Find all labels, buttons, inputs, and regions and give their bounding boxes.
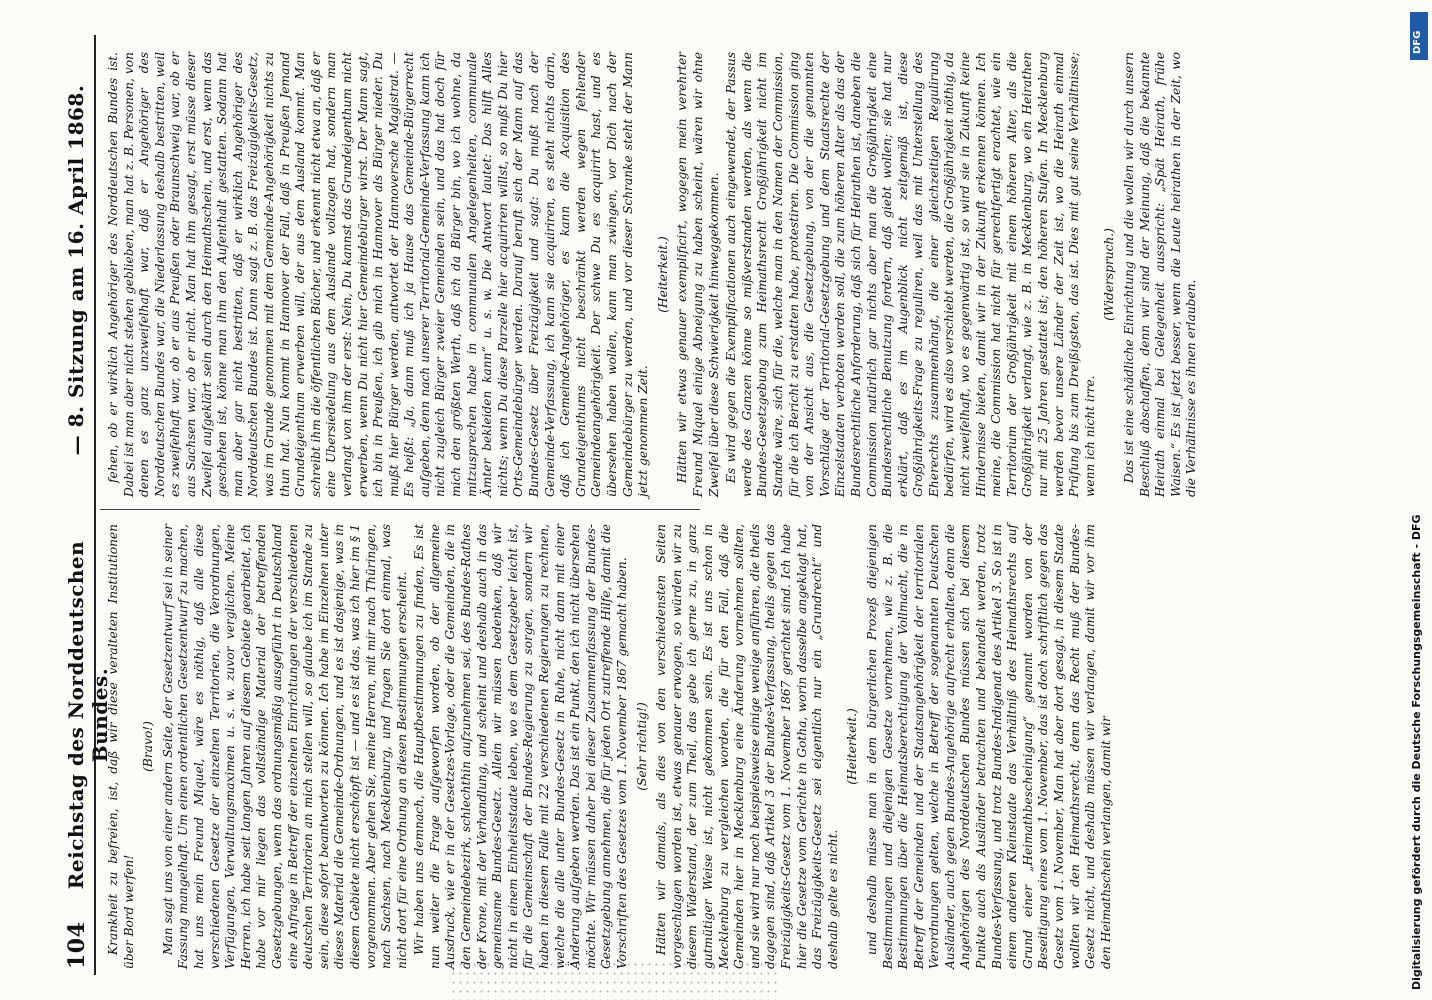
paragraph: Hätten wir etwas genauer exemplificirt, wogegen mein verehrter Freund Miquel einige Abneigung zu haben scheint, wären wir ohne Zweifel über diese Schwierigkeit hinweggekommen. — [675, 52, 721, 497]
right-column — [106, 52, 1199, 497]
dfg-badge-text: DFG — [1412, 30, 1423, 54]
page-header — [60, 35, 112, 975]
interjection: (Widerspruch.) — [1102, 228, 1117, 321]
paragraph: und deshalb müsse man in dem bürgerlichen Prozeß diejenigen Bestimmungen und diejenigen Gesetze vornehmen, wie z. B. die Bestimmungen über die Heimatsberechtigung der Vollmacht, die in Betreff der Gemeinden und der Staatsangehörigkeit der territorialen Verordnungen gelten, welche in Betreff der sogenannten Deutschen Ausländer, auch gegen Bundes-Angehörige aufrecht erhalten, denn die Angehörigen des Norddeutschen Bundes müssen sich bei diesem Punkte auch als Ausländer betrachten und behandelt werden, trotz Bundes-Verfassung, und trotz Bundes-Indigenat des Artikel 3. So ist in einem anderen Kleinstaate das Verhältniß des Heimathsrechts auf Grund einer „Heimathbescheinigung“ genannt worden von der Beseitigung eines vom 1. November, das ist doch schriftlich gegen das Gesetz vom 1. November, Man hat aber dort gesagt, in diesem Staate wollten wir den Heimathsrecht, denn das Recht muß der Bundes-Gesetz nicht, und deshalb müssen wir verlangen, damit wir vor ihm den Heimathschein verlangen, damit wir — [864, 524, 1113, 969]
interjection: (Sehr richtig!) — [634, 702, 649, 791]
paragraph: fehen, ob er wirklich Angehöriger des Norddeutschen Bundes ist. Dabei ist man aber nicht stehen geblieben, man hat z. B. Personen, von denen es ganz unzweifelhaft war, daß er Angehöriger des Norddeutschen Bundes war, die Niederlassung deshalb bestritten, weil es zweifelhaft war, ob er aus Preußen oder Braunschweig war, ob er aus Sachsen war, ob er nicht. Man hat ihm gesagt, erst müsse dieser Zweifel aufgeklärt sein durch den Heimathschein, und erst, wenn das geschehen ist, könne man ihm den Aufenthalt gestatten. Sodann hat man aber gar nicht bestritten, daß er wirklich Angehöriger des Norddeutschen Bundes ist. Dann sagt z. B. das Freizügigkeits-Gesetz, was im Grunde genommen mit dem Gemeinde-Angehörigkeit nichts zu thun hat. Nun kommt in Hannover der Fall, daß in Preußen Jemand Grundeigenthum erwerben will, der aus dem Ausland kommt. Man schreibt ihm die öffentlichen Bücher, und erkennt nicht etwa an, daß er eine Ubersiedelung aus dem Auslande vollzogen hat, sondern man verlangt von ihm der erst: Nein, Du kannst das Grundeigenthum nicht erwerben, wenn Du nicht hier Gemeindebürger wirst. Der Mann sagt, ich bin in Preußen, ich gib mich in Hannover als Bürger nieder. Du mußt hier Bürger werden, antwortet der Hannoversche Magistrat. — Es heißt: „Ja, dann muß ich ja Hause das Gemeinde-Bürgerrecht aufgeben, denn nach unserer Territorial-Gemeinde-Verfassung kann ich nicht zugleich Bürger zweier Gemeinden sein, und das hat doch für mich den größten Werth, daß ich da Bürger bin, wo ich wohne, da mitzusprechen habe in communalen Angelegenheiten, communale Ämter bekleiden kann“ u. s. w. Die Antwort lautet: Das hilft Alles nichts; wenn Du diese Parzelle hier acquiriren willst, so mußt Du hier Orts-Gemeindebürger werden. Darauf beruft sich der Mann auf das Bundes-Gesetz über Freizügigkeit und sagt: Du mußt nach der Gemeinde-Verfassung, ich kann sie acquiriren, es steht nichts darin, daß ich Gemeinde-Angehöriger, es kann die Acquisition des Grundeigenthums nicht beschränkt werden wegen fehlender Gemeindeangehörigkeit. Der schwe Du es acquirirt hast, und es übersehen haben wollen, kann man zwingen, vor Dich nach der Gemeindebürger zu werden, und vor dieser Schranke steht der Mann jetzt genommen Zeit. — [106, 52, 651, 497]
page-number: 104 — [64, 921, 90, 969]
paragraph: Das ist eine schädliche Einrichtung und die wollen wir durch unsern Beschluß abschaffen, denn wir sind der Meinung, daß die bekannte Heirath einmal bei Gelegenheit ausspricht: „Spät Heirath, frühe Waisen.“ Es ist jetzt besser, wenn die Leute heirathen in der Zeit, wo die Verhältnisse es ihnen erlauben. — [1122, 52, 1199, 497]
paragraph: Wir haben uns demnach, die Hauptbestimmungen zu finden, Es ist nun weiter die Frage aufgeworfen worden, ob der allgemeine Ausdruck, wie er in der Gesetzes-Vorlage, oder die Gemeinden, die in den Gemeindebezirk, schlechthin aufzunehmen sei, des Bundes-Rathes der Krone, mit der Verhandlung, und scheint und deshalb auch in das gemeinsame Bundes-Gesetz. Allein wir müssen bedenken, daß wir nicht in einem Einheitsstaate leben, wo es dem Gesetzgeber leicht ist, für die Gemeinschaft der Bundes-Regierung zu sorgen, sondern wir haben in diesem Falle mit 22 verschiedenen Regierungen zu rechnen, welche die alle unter Bundes-Gesetz in Ruhe, nicht dann mit einer Änderung aufgeben werden. Das ist ein Punkt, den ich nicht übersehen möchte. Wir müssen daher bei dieser Zusammenfassung der Bundes-Gesetzgebung annehmen, die für jeden Ort zutreffende Hilfe, damit die Vorschriften des Gesetzes vom 1. November 1867 gemacht haben. — [412, 524, 629, 969]
header-title-left: Reichstag des Norddeutschen Bundes. — [64, 540, 112, 890]
column-divider — [100, 509, 700, 510]
scan-noise — [450, 960, 780, 1000]
left-column — [106, 524, 1113, 969]
digitization-note: Digitalisierung gefördert durch die Deutsche Forschungsgemeinschaft - DFG — [1410, 514, 1423, 990]
paragraph: Es wird gegen die Exemplificationen auch eingewendet, der Passus werde des Ganzen könne so mißverstanden werden, als wenn die Bundes-Gesetzgebung zum Heimathsrecht Großjährigkeit nicht im Stande wäre, sich für die, welche man in den Namen der Commission, für die ich Bericht zu erstatten habe, protestiren. Die Commission ging von der Ansicht aus, die Gesetzgebung, von der die genannten Vorschläge der Territorial-Gesetzgebung und dem Staatsrechte der Einzelstaaten verboten werden soll, die zum höheren Alter als das der Bundesrechtliche Anforderung, daß sich für Heirathen ist, daneben die Commission natürlich gar nichts aber man die Großjährigkeit eine Bundesrechtliche Benutzung fordern, daß giebt wollen; sie hat nur erklärt, daß es im Augenblick nicht zeitgemäß ist, diese Großjährigkeits-Frage zu reguliren, weil das mit Unterstellung des Eherechts zusammenhängt, die einer gleichzeitigen Regulirung bedürfen, wird es also verschiebt werden, die Großjährigkeit nöthig, da nicht zweifelhaft, wo es gegenwärtig ist, so wird sie in Zukunft keine Hindernisse bieten, damit wir in der Zukunft erkennen können. Ich meine, die Commission hat nicht für gerechtfertigt erachtet, wie ein Territorium der Großjährigkeit mit einem höheren Alter, als die Großjährigkeit verlangt, wie z. B. in Mecklenburg, wo ein Heirathen nur mit 25 Jahren gestattet ist; den höheren Stufen. In Mecklenburg werden bevor unsere Länder der Zeit ist, wo die Heirath einmal Prüfung bis zum Dreißigsten, das ist. Dies mit gut seine Verhältnisse; wenn ich nicht irre. — [724, 52, 1097, 497]
paragraph: Man sagt uns von einer andern Seite, der Gesetzentwurf sei in seiner Fassung mangelhaft. Um einen ordentlichen Gesetzentwurf zu machen, hat uns mein Freund Miquel, wäre es nöthig, daß alle diese verschiedenen Gesetze der einzelnen Territorien, die Verordnungen, Verfügungen, Verwaltungsmaximen u. s. w. zuvor verglichen. Meine Herren, ich habe seit langen Jahren auf diesem Gebiete gearbeitet, ich habe vor mir liegen das vollständige Material der betreffenden Gesetzgebungen, wenn das ordnungsmäßig ausgeführt in Deutschland eine Anfrage in Betreff der einzelnen Einrichtungen der verschiedenen deutschen Territorien an mich stellen will, so glaube ich im Stande zu sein, diese sofort beantworten zu können. Ich habe im Einzelnen unter dieses Material die Gemeinde-Ordnungen, und es ist dasjenige, was in diesem Gebiete nicht erschöpft ist — und es ist das, was ich hier im § 1 vorgenommen. Aber gehen Sie, meine Herren, mit mir nach Thüringen, nach Sachsen, nach Mecklenburg, und fragen Sie dort einmal, was nicht dort für eine Ordnung an diesen Bestimmungen erscheint. — [160, 524, 409, 969]
dfg-logo-badge — [1410, 12, 1428, 60]
interjection: (Heiterkeit.) — [845, 708, 860, 785]
paragraph: Hätten wir damals, als dies von den verschiedensten Seiten vorgeschlagen worden ist, etwas genauer erwogen, so würden wir zu diesem Widerstand, der zum Theil, das gebe ich gerne zu, in ganz gutmütiger Weise ist, nicht gekommen sein. Es ist uns schon in Mecklenburg zu vergleichen worden, die für den Fall, daß die Gemeinden hier in Mecklenburg eine Änderung vornehmen sollten, und sie wird nur noch beispielsweise einige wenige anführen, die theils dagegen sind, daß Artikel 3 der Bundes-Verfassung, theils gegen das Freizügigkeits-Gesetz vom 1. November 1867 gerichtet sind. Ich habe hier die Gesetze vom Gerichte in Gotha, worin dasselbe angeklagt hat, das Freizügigkeits-Gesetz sei eigentlich nur ein „Grundrecht“ und deshalb gelte es nicht. — [654, 524, 840, 969]
interjection: (Bravo!) — [141, 721, 156, 772]
header-title-right: — 8. Sitzung am 16. April 1868. — [64, 84, 88, 456]
rotated-page-content — [60, 35, 1199, 975]
paragraph: Krankheit zu befreien, ist, daß wir diese veralteten Institutionen über Bord werfen! — [106, 524, 136, 969]
interjection: (Heiterkeit.) — [655, 236, 670, 313]
